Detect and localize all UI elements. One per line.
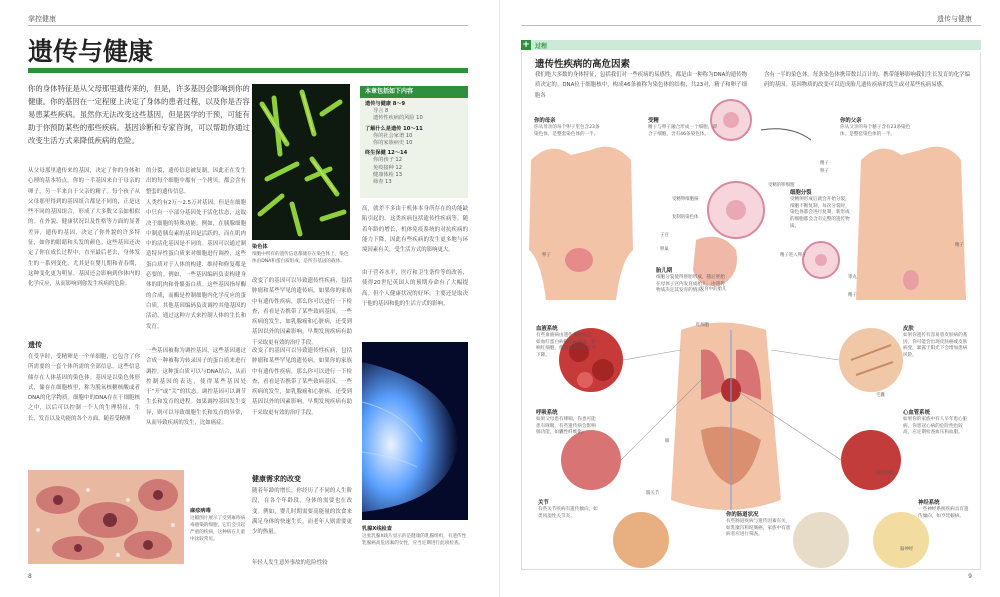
body-col2c: 一些基因被称为调控基因，这些基因通过合成一种被称为转录因子的蛋白质来进行调控。这种蛋白质可以与DNA结合，从而控制基因的表达，使得某些基因处于“开”或“关”的状态。调控基因可以调节生长和发育的进程。如果调控基因发生变异，则可以导致细胞生长和发育的异常，从而导致疾病的发生，比如癌症。	[146, 348, 246, 427]
mammogram-image	[362, 342, 468, 520]
title-bar	[28, 68, 468, 73]
ann-resp-text: 如果父母患有哮喘，你也可能患有哮喘，有些遗传病会影响肺功能，如囊性纤维化。	[536, 416, 596, 436]
page-title: 遗传与健康	[28, 37, 154, 66]
mammogram-caption	[362, 526, 468, 547]
chromosome-caption-title: 染色体	[252, 244, 268, 250]
ann-heart	[903, 410, 969, 437]
ann-blood	[536, 326, 598, 360]
label-sperm-enter: 精子进入卵子	[780, 253, 807, 258]
contents-item: 你的孩子 12	[373, 157, 402, 164]
measles-image	[28, 470, 184, 564]
contents-item: 免疫接种 12	[373, 164, 402, 171]
ann-cell-text: 受精卵形成后就会开始分裂，细胞不断复制，每次分裂时，染色体都会进行复制，新形成的细胞都会含有完整的遗传物质。	[790, 196, 850, 229]
chromosome-image	[252, 84, 350, 240]
gut-detail-circle	[613, 512, 669, 568]
ann-nerve-title: 神经系统	[918, 500, 940, 506]
ann-gut	[726, 512, 794, 539]
label-testis: 睾丸	[848, 275, 857, 280]
label-embryo: 发育中的胎儿	[700, 287, 727, 292]
body-col3b: 由于营养水平、医疗和卫生条件等的改善，使得20世纪英国人的预期寿命有了大幅提高。但个人健康状况的好坏，主要还是取决于他的基因和他的生活方式的影响。	[362, 270, 468, 307]
body-col2d: 改变了的基因可以导致遗传性疾病，包括肿瘤和某些罕见的遗传病。如果你的家族中有遗传性疾病，那么你可以进行一下检查，看看是否携带了某些致病基因。一些疾病的发生，如乳腺癌和心脏病，还受到基因以外的因素影响。早期发现疾病有助于采取更有效的治疗手段。	[252, 278, 352, 346]
contents-group-head: 了解什么是遗传 10～11	[365, 125, 423, 132]
label-sperm: 精子	[820, 161, 829, 166]
joint-circle	[793, 512, 849, 568]
heart-circle	[841, 430, 901, 490]
label-chrom: 复制的染色体	[672, 215, 699, 220]
subhead-heredity: 遗传	[28, 341, 42, 349]
label-sperm3: 精子	[848, 293, 857, 298]
subhead-needs: 健康需求的改变	[252, 475, 301, 483]
label-zygote: 受精的卵细胞	[768, 183, 795, 188]
header-rule	[28, 25, 468, 26]
process-intro-b: 含有一半的染色体。每条染色体携带数以百计的、携带能够影响我们生长发育的化学编码的基因。基因物质的改变可以造成胎儿遗传疾病的发生或对某些疾病易感。	[764, 72, 970, 89]
ann-joint-title: 关节	[538, 500, 549, 506]
ann-skin	[903, 326, 969, 360]
body-col1: 从父母那里遗传来的基因，决定了你的身体和心理的基本特点。你的一半基因来自于母亲的卵子，另一半来自于父亲的精子。每个孩子从父母那里得到的基因组合都是不同的，正是这些不同的基因组合，形成了大多数父亲如相似的。在外貌、健康状况以及性格等方面的显著差异，遗传的基因，决定了你外貌的许多特征，如你的眼睛和头发的颜色。这些基因还决定了你在成长过程中，直至最后老去，身体发生的一系列变化，尤其是在婴儿期和青春期，这种变化更为明显。基因还会影响到你体内的化学反应，从而影响到你发生疾病的危险。	[28, 168, 140, 288]
ann-father-title: 你的父亲	[840, 118, 862, 124]
ann-joint-text: 有些关节疾病有遗传倾向，如类风湿性关节炎。	[538, 506, 598, 519]
contents-group-head: 遗传与健康 8～9	[365, 101, 406, 107]
ann-resp-title: 呼吸系统	[536, 410, 558, 416]
ann-mother	[534, 118, 604, 138]
uterus-shape	[565, 248, 593, 272]
label-cartilage: 髋关节	[646, 491, 660, 496]
contents-item: 遗传性疾病的风险 10	[373, 115, 423, 122]
lung-circle	[561, 430, 621, 490]
ann-fetus-text: 细胞分裂使得胚胎形成，随后胚胎在母体子宫内发育成胎儿，由遗传物质决定其发育的情况。	[656, 274, 725, 294]
mother-torso	[529, 147, 633, 300]
ann-nerve-text: 一些神经系统疾病具有遗传倾向，如亨廷顿病。	[918, 506, 969, 519]
cluster-nucleus	[815, 254, 827, 266]
contents-list	[360, 98, 468, 186]
body-col3d: 年轻人发生意外事故的危险性较	[252, 560, 328, 566]
dividing-nucleus	[726, 200, 746, 220]
contents-title: 本章包括如下内容	[365, 88, 414, 95]
process-label: 过程	[535, 43, 548, 50]
process-title: 遗传性疾病的高危因素	[535, 59, 631, 70]
ann-blood-text: 有些血液病由遗传基因引起，如血红蛋白病和凝血障碍。影响红细胞，使其携带氧的能力下降。	[536, 332, 596, 359]
ann-heart-title: 心血管系统	[903, 410, 930, 416]
ann-gut-title: 你的肠道状况	[726, 512, 759, 518]
ann-father	[840, 118, 912, 138]
sperm-tail	[761, 129, 811, 140]
testis-shape	[903, 270, 919, 290]
label-hair: 毛囊	[876, 393, 885, 398]
contents-item: 导言 8	[373, 108, 389, 115]
mammogram-caption-text: 这张乳腺X线片显示的是健康的乳腺组织，有遗传性乳腺癌高危因素的女性，应当定期进行此项检查。	[362, 534, 467, 546]
body-col2b: 人类约有2万～2.5万对基因，但是在细胞中只有一小部分基因处于活化状态，这取决于细胞的特殊功能。例如，在胰腺细胞中制造胰岛素的基因是活跃的，而在肌肉中的活化基因是不同的。基因可以通过制造特异性蛋白质来对细胞进行调控，这些蛋白质对于人体的构建、维持和修复都是必要的。例如，一些基因编码负责构建身体的肌肉和骨骼蛋白质。这些基因指导酶的合成，而酶是控制细胞内化学反应的蛋白质。其他基因编码负责调控其他基因的活动，通过这种方式来控制人体的生长和发育。	[146, 200, 246, 330]
contents-item: 你的社会家谱 10	[373, 132, 413, 139]
contents-item: 健康体检 13	[373, 171, 402, 178]
body-col3-mid: 改变了的基因可以导致遗传性疾病，包括肿瘤和某些罕见的遗传病。如果你的家族中有遗传性疾病，那么你可以进行一下检查，看看是否携带了某些致病基因。一些疾病的发生，如乳腺癌和心脏病，还受到基因以外的因素影响。早期发现疾病有助于采取更有效的治疗手段。	[252, 348, 352, 416]
body-col1b: 在受孕时，受精卵是一个单细胞，它包含了你所需要的一套个体所需的全部信息，这些信息储存在人体基因的染色体。基因是以染色体形式，储存在细胞核里，称为脱氧核糖核酸或者DNA的化学物质。细胞中的DNA存在于细胞核之中，以后可以控制一个人的生理特征、生长、发育以及功能的各个方面。随着受精卵	[28, 354, 140, 422]
contents-box	[360, 86, 468, 198]
body-col3c: 随着年龄的增长，你经历了不同的人生阶段，在各个年龄段，身体的需要也在改变。例如，婴儿时期需要高能量的饮食来满足身体的快速生长，而老年人则需要更少的热量。	[252, 488, 352, 536]
label-egg: 卵子	[820, 169, 829, 174]
ann-cell-title: 细胞分裂	[790, 190, 812, 196]
ann-mother-title: 你的母亲	[534, 118, 556, 124]
measles-caption	[190, 508, 246, 543]
label-ovary2: 卵巢	[660, 247, 669, 252]
ann-blood-title: 血液系统	[536, 326, 558, 332]
chromosome-caption	[252, 244, 352, 265]
body-col2: 的分裂，遗传信息被复制，因此正在发生出的每个细胞中都有一个拷贝。都会含有整套的遗传信息。	[146, 168, 246, 195]
ann-fert-text: 精子与卵子融合形成一个细胞，即合子细胞，含有46条染色体。	[648, 124, 717, 137]
ann-mother-text: 你从母亲的每个卵子里包含23条染色体，是整套染色体的一半。	[534, 124, 600, 137]
skin-circle	[839, 328, 903, 392]
label-rbc: 红细胞	[696, 323, 710, 328]
ann-joint	[538, 500, 600, 520]
page-number-right: 9	[968, 573, 972, 580]
page-number-left: 8	[28, 573, 32, 580]
chromosome-caption-text: 细胞中所有的遗传信息都储存在染色体上，染色体由DNA和蛋白质组成，是所有基因的载体。	[252, 252, 349, 264]
contents-item: 筛查 13	[373, 179, 392, 186]
label-ovary: 卵子	[542, 253, 551, 258]
mammogram-caption-title: 乳腺X线检查	[362, 526, 392, 532]
label-nerve: 脑神经	[900, 547, 914, 552]
intro-text: 你的身体特征是从父母那里遗传来的，但是，许多基因会影响到你的健康。你的基因在一定程度上决定了身体的患者过程，以及你是否容易患某些疾病。虽然你无法改变这些基因，但是医学的干预，可能有助于你预防某些的那些疾病。基因诊断和专家咨询，可以帮助你通过改变生活方式来降低疾病的危险。	[28, 84, 250, 145]
ann-gut-text: 有些肠道疾病与遗传因素有关，如乳糜泻和结肠癌，家族中有患病者应进行筛查。	[726, 518, 791, 538]
ann-fertilization	[648, 118, 718, 138]
measles-caption-text: 这幅图片展示了受到麻疹病毒感染的细胞，它们会引起严重的疾病，这种病在儿童中比较常见。	[190, 516, 246, 542]
measles-caption-title: 麻疹病毒	[190, 508, 211, 514]
label-artery: 冠状动脉	[876, 471, 894, 476]
label-sperm4: 精子	[955, 243, 964, 248]
ann-cell-division	[790, 190, 852, 231]
ann-nerve	[918, 500, 972, 520]
contents-item: 你的家族病史 10	[373, 140, 413, 147]
plus-icon: +	[522, 40, 530, 50]
running-header-left: 掌控健康	[28, 15, 56, 23]
label-nucleus: 受精卵细胞核	[672, 197, 699, 202]
header-rule	[521, 25, 981, 26]
ann-skin-title: 皮肤	[903, 326, 914, 332]
ann-heart-text: 如果你的家族中有人早年患心脏病，你患冠心病的危险性也较高，应定期检查血压和血脂。	[903, 416, 968, 436]
ann-fetus-title: 胎儿期	[656, 268, 673, 274]
egg-nucleus	[723, 112, 739, 128]
process-bar	[521, 40, 981, 50]
label-lung: 肺	[665, 439, 670, 444]
ann-respiratory	[536, 410, 600, 437]
ann-fert-title: 受精	[648, 118, 659, 124]
contents-group-head: 终生保健 12～14	[365, 150, 408, 157]
nerve-circle	[873, 512, 929, 568]
running-header-right: 遗传与健康	[937, 15, 972, 23]
label-uterus: 子宫	[660, 233, 669, 238]
process-intro-a: 我们绝大多数的身体特征，包括我们对一些疾病的易感性，都是由一种称为DNA的遗传物质决定的。DNA位于细胞核中，构成46条被称为染色体的结构，共23对，精子和卵子细胞各	[535, 72, 747, 99]
ann-father-text: 你从父亲的每个精子含有23条染色体，是整套染色体的一半。	[840, 124, 911, 137]
body-col3: 高，就差不多由于机体本身所存在的功能缺陷引起的。这类疾病包括遗传性疾病等。随着年龄的增长，机体免疫系统的对抗疾病的能力下降，因此有些疾病的发生更多地与环境因素有关，受生活方式的影响更大。	[362, 206, 468, 254]
ann-skin-text: 如果你遗传有容易患皮肤病的基因，你可能会出现皮肤癌或皮肤病变，暴露于阳光下会增加患病风险。	[903, 332, 968, 359]
